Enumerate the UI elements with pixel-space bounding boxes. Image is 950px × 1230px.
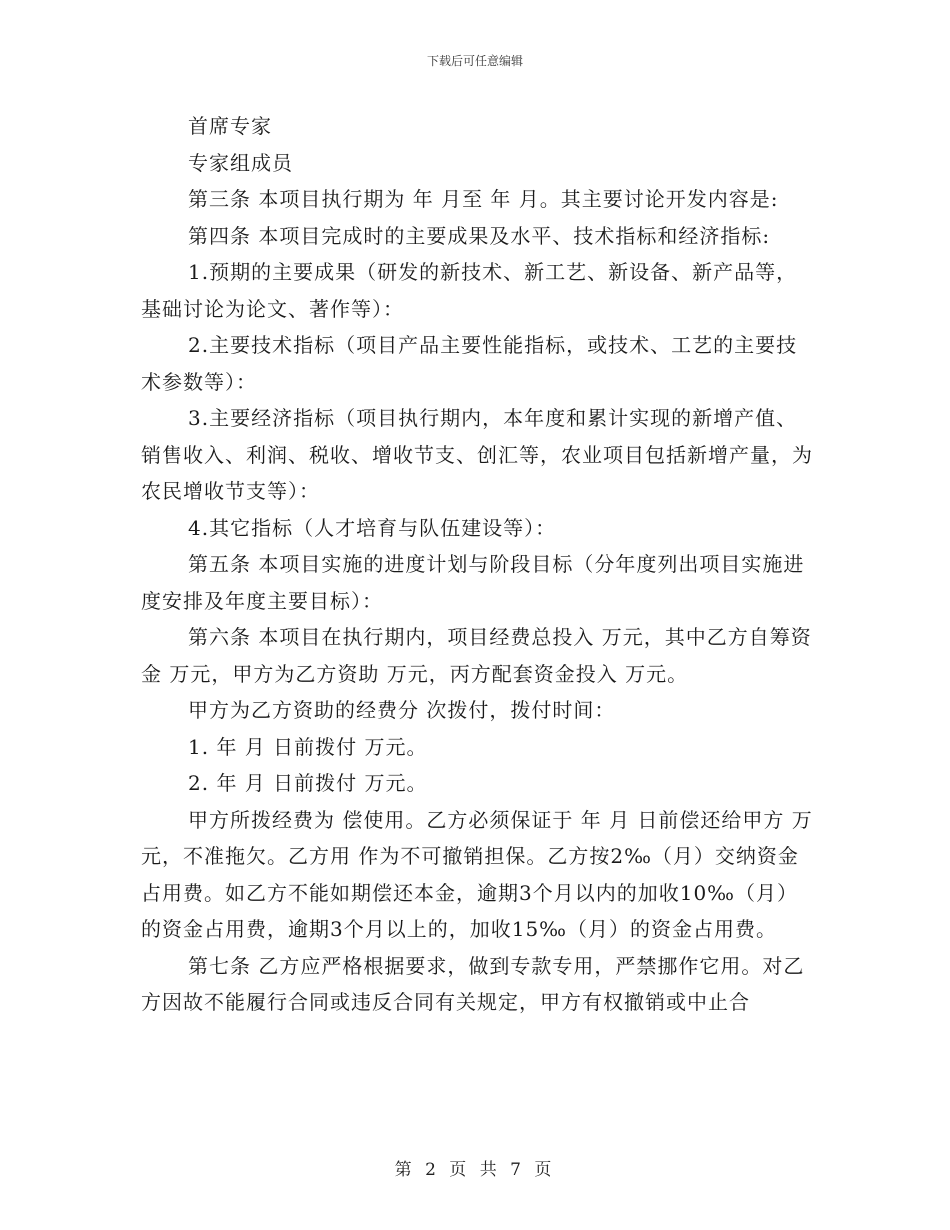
paragraph-payment-2: 2. 年 月 日前拨付 万元。	[188, 771, 428, 795]
paragraph-repayment: 甲方所拨经费为 偿使用。乙方必须保证于 年 月 日前偿还给甲方 万元，不准拖欠。乙方用 作为不可撤销担保。乙方按2‰（月）交纳资金占用费。如乙方不能如期偿还本金，逾期3个月以内的加收10‰（月）的资金占用费，逾期3个月以上的，加收15‰（月）的资金占用费。	[141, 807, 813, 941]
paragraph-item-4: 4.其它指标（人才培育与队伍建设等）：	[188, 515, 557, 540]
paragraph-item-1: 1.预期的主要成果（研发的新技术、新工艺、新设备、新产品等，基础讨论为论文、著作等）：	[141, 260, 798, 321]
document-body	[141, 108, 813, 1021]
paragraph-article-7: 第七条 乙方应严格根据要求，做到专款专用，严禁挪作它用。对乙方因故不能履行合同或违反合同有关规定，甲方有权撤销或中止合	[141, 953, 805, 1014]
paragraph-funding-schedule: 甲方为乙方资助的经费分 次拨付，拨付时间：	[188, 698, 616, 722]
paragraph-expert-members: 专家组成员	[188, 150, 293, 175]
paragraph-article-3: 第三条 本项目执行期为 年 月至 年 月。其主要讨论开发内容是:	[188, 187, 779, 211]
paragraph-article-4: 第四条 本项目完成时的主要成果及水平、技术指标和经济指标:	[188, 223, 771, 248]
paragraph-item-3: 3.主要经济指标（项目执行期内，本年度和累计实现的新增产值、销售收入、利润、税收、增收节支、创汇等，农业项目包括新增产量，为农民增收节支等）：	[141, 406, 813, 503]
page-footer: 第 2 页 共 7 页	[394, 1160, 556, 1180]
page-header: 下载后可任意编辑	[426, 54, 523, 68]
paragraph-article-5: 第五条 本项目实施的进度计划与阶段目标（分年度列出项目实施进度安排及年度主要目标）：	[141, 552, 805, 613]
paragraph-payment-1: 1. 年 月 日前拨付 万元。	[188, 734, 428, 759]
paragraph-item-2: 2.主要技术指标（项目产品主要性能指标，或技术、工艺的主要技术参数等）：	[141, 333, 798, 394]
paragraph-article-6: 第六条 本项目在执行期内，项目经费总投入 万元，其中乙方自筹资金 万元，甲方为乙方资助 万元，丙方配套资金投入 万元。	[141, 625, 812, 686]
paragraph-chief-expert: 首席专家	[188, 114, 272, 138]
